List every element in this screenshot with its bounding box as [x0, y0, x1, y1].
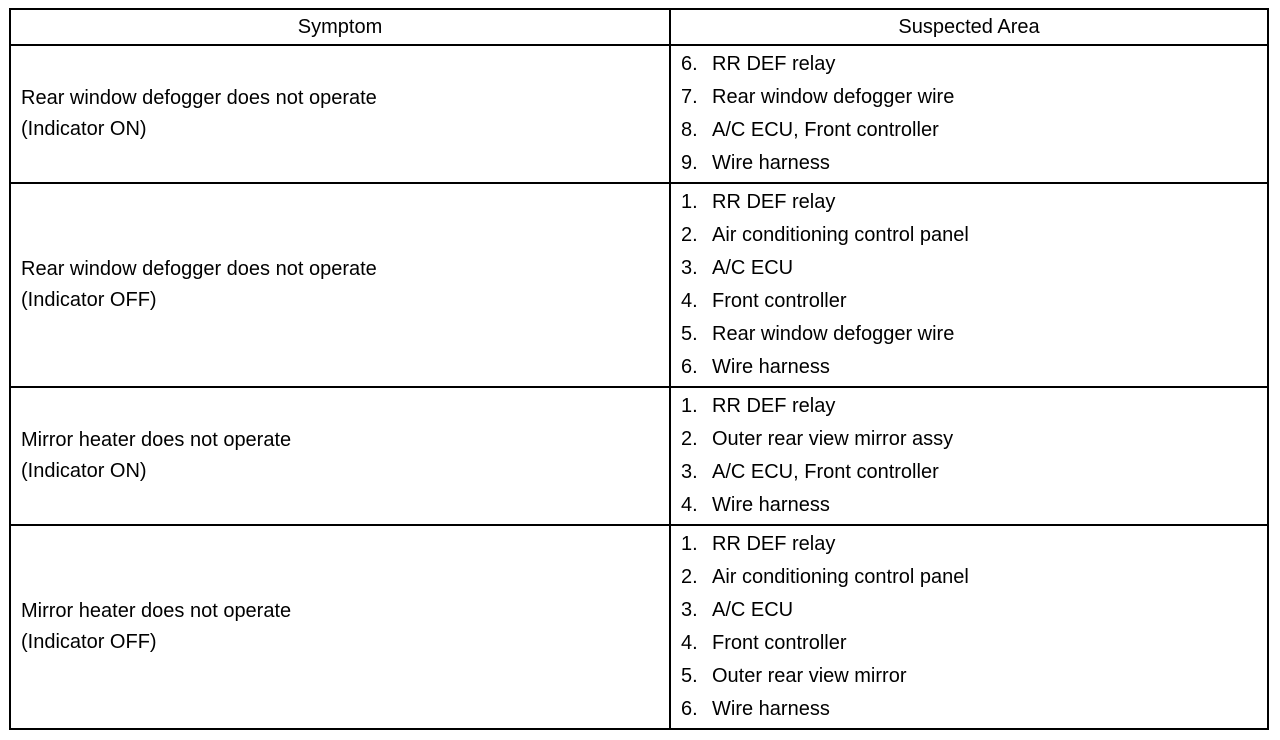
suspected-area-cell — [670, 183, 1268, 387]
suspected-area-item — [671, 489, 1267, 522]
item-text: RR DEF relay — [712, 53, 836, 75]
suspected-area-cell — [670, 387, 1268, 525]
item-number: 4. — [681, 632, 698, 654]
item-number: 7. — [681, 86, 698, 108]
item-number: 8. — [681, 119, 698, 141]
item-number: 2. — [681, 566, 698, 588]
item-text: A/C ECU, Front controller — [712, 119, 939, 141]
suspected-area-cell — [670, 45, 1268, 183]
header-suspected-area: Suspected Area — [670, 9, 1268, 45]
suspected-area-item — [671, 81, 1267, 114]
item-number: 3. — [681, 257, 698, 279]
suspected-area-item — [671, 528, 1267, 561]
table-row — [10, 387, 1268, 525]
item-number: 6. — [681, 698, 698, 720]
item-number: 9. — [681, 152, 698, 174]
symptom-cell — [10, 387, 670, 525]
item-text: RR DEF relay — [712, 533, 836, 555]
item-text: A/C ECU — [712, 257, 794, 279]
item-text: Wire harness — [712, 494, 830, 516]
header-symptom: Symptom — [10, 9, 670, 45]
item-text: RR DEF relay — [712, 191, 836, 213]
table-row — [10, 525, 1268, 729]
table-row — [10, 183, 1268, 387]
symptom-cell — [10, 525, 670, 729]
suspected-area-item — [671, 693, 1267, 726]
item-text: Wire harness — [712, 698, 830, 720]
symptom-text: Rear window defogger does not operate — [21, 87, 377, 109]
item-number: 6. — [681, 356, 698, 378]
item-text: A/C ECU — [712, 599, 794, 621]
item-number: 3. — [681, 461, 698, 483]
item-text: Outer rear view mirror — [712, 665, 907, 687]
item-text: Air conditioning control panel — [712, 224, 969, 246]
item-number: 6. — [681, 53, 698, 75]
indicator-status: (Indicator ON) — [21, 118, 147, 140]
header-row — [10, 9, 1268, 45]
suspected-area-item — [671, 186, 1267, 219]
item-number: 4. — [681, 290, 698, 312]
item-number: 1. — [681, 533, 698, 555]
item-text: A/C ECU, Front controller — [712, 461, 939, 483]
symptom-text: Rear window defogger does not operate — [21, 258, 377, 280]
item-number: 5. — [681, 323, 698, 345]
suspected-area-item — [671, 219, 1267, 252]
item-number: 1. — [681, 395, 698, 417]
suspected-area-item — [671, 561, 1267, 594]
item-number: 2. — [681, 224, 698, 246]
item-number: 2. — [681, 428, 698, 450]
item-text: Air conditioning control panel — [712, 566, 969, 588]
suspected-area-item — [671, 423, 1267, 456]
suspected-area-item — [671, 48, 1267, 81]
item-text: Front controller — [712, 632, 847, 654]
suspected-area-item — [671, 456, 1267, 489]
indicator-status: (Indicator OFF) — [21, 631, 157, 653]
troubleshooting-table — [9, 8, 1269, 730]
suspected-area-item — [671, 351, 1267, 384]
item-text: Front controller — [712, 290, 847, 312]
suspected-area-item — [671, 114, 1267, 147]
item-text: RR DEF relay — [712, 395, 836, 417]
troubleshooting-table-container — [9, 8, 1269, 730]
suspected-area-item — [671, 318, 1267, 351]
item-number: 4. — [681, 494, 698, 516]
item-text: Wire harness — [712, 356, 830, 378]
indicator-status: (Indicator ON) — [21, 460, 147, 482]
suspected-area-cell — [670, 525, 1268, 729]
suspected-area-item — [671, 627, 1267, 660]
symptom-text: Mirror heater does not operate — [21, 600, 292, 622]
indicator-status: (Indicator OFF) — [21, 289, 157, 311]
item-number: 1. — [681, 191, 698, 213]
suspected-area-item — [671, 660, 1267, 693]
symptom-cell — [10, 45, 670, 183]
item-text: Rear window defogger wire — [712, 86, 955, 108]
table-row — [10, 45, 1268, 183]
suspected-area-item — [671, 285, 1267, 318]
item-number: 3. — [681, 599, 698, 621]
suspected-area-item — [671, 252, 1267, 285]
item-text: Wire harness — [712, 152, 830, 174]
symptom-cell — [10, 183, 670, 387]
suspected-area-item — [671, 147, 1267, 180]
symptom-text: Mirror heater does not operate — [21, 429, 292, 451]
item-text: Outer rear view mirror assy — [712, 428, 954, 450]
table-body — [10, 45, 1268, 729]
item-text: Rear window defogger wire — [712, 323, 955, 345]
suspected-area-item — [671, 594, 1267, 627]
suspected-area-item — [671, 390, 1267, 423]
item-number: 5. — [681, 665, 698, 687]
